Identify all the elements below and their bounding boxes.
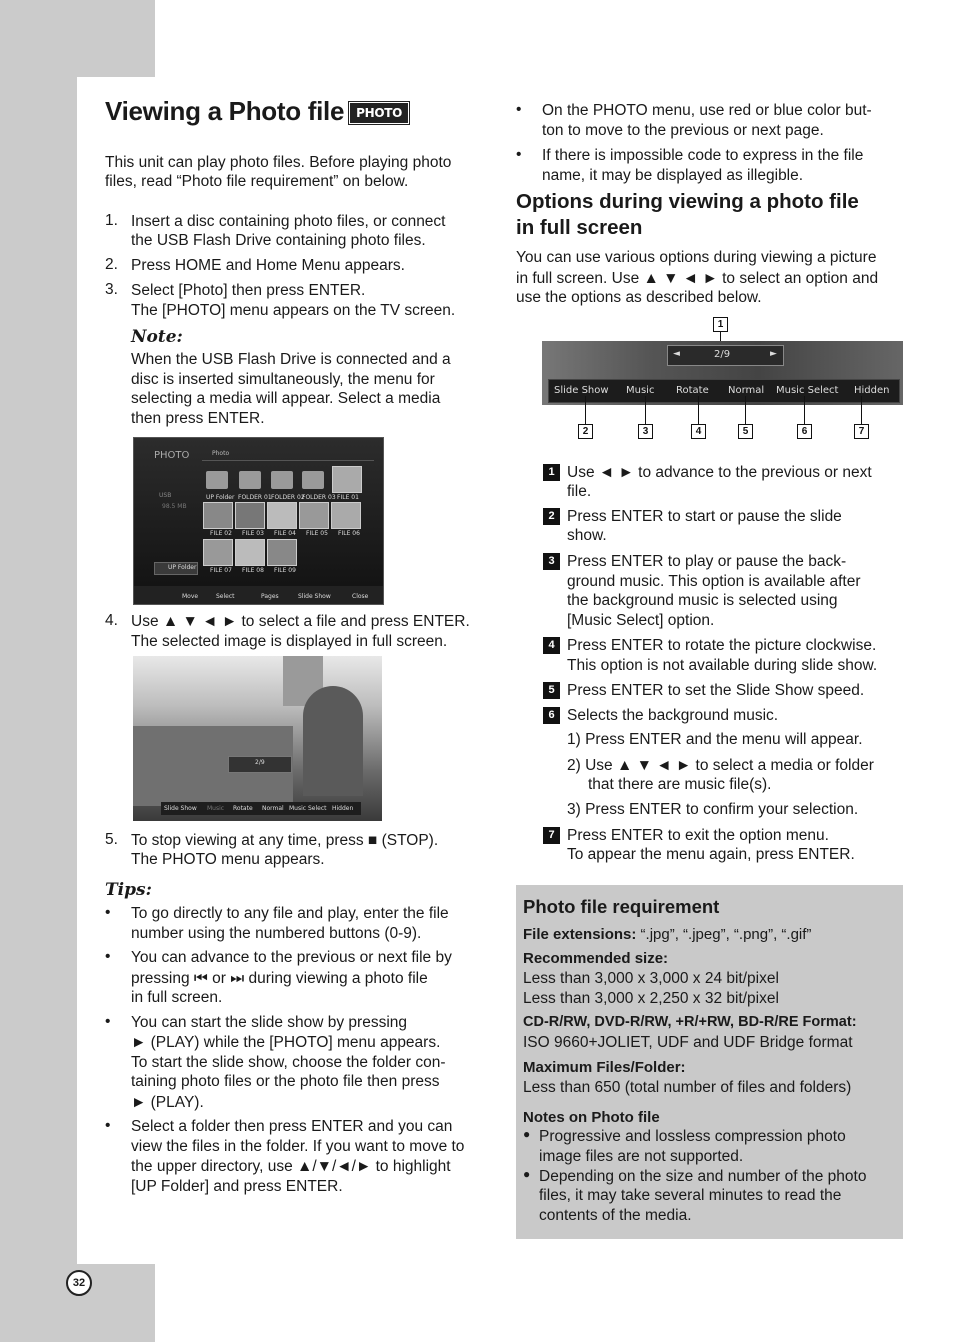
tip-text: To start the slide show, choose the folder con- [131, 1054, 446, 1071]
notes-label: Notes on Photo file [523, 1109, 660, 1126]
option-bar-screenshot: ◄ ► 2/9 Slide Show Music Rotate Normal Music Select Hidden [542, 341, 903, 405]
option-desc: Press ENTER to play or pause the back- [567, 553, 847, 570]
tip-text: view the files in the folder. If you want to move to [131, 1138, 465, 1155]
option-desc: file. [567, 483, 592, 500]
note-item: Depending on the size and number of the photo [539, 1168, 867, 1185]
tip-text: Select a folder then press ENTER and you can [131, 1118, 453, 1135]
size-value: Less than 3,000 x 2,250 x 32 bit/pixel [523, 990, 779, 1007]
callout-4: 4 [691, 424, 706, 439]
step-text: Select [Photo] then press ENTER. [131, 282, 366, 299]
file-thumbnail[interactable] [299, 502, 329, 529]
option-desc: Press ENTER to set the Slide Show speed. [567, 682, 865, 699]
page-number: 32 [66, 1270, 92, 1296]
option-desc: the background music is selected using [567, 592, 838, 609]
note-text: then press ENTER. [131, 410, 265, 427]
menu-hint-select: Select [216, 593, 235, 600]
file-thumbnail[interactable] [235, 502, 265, 529]
max-label: Maximum Files/Folder: [523, 1059, 686, 1076]
folder-icon [302, 471, 324, 489]
file-label: FILE 04 [274, 530, 296, 537]
option-desc: ground music. This option is available after [567, 573, 861, 590]
callout-2: 2 [578, 424, 593, 439]
file-thumbnail[interactable] [332, 466, 362, 493]
step-text: Use ▲ ▼ ◄ ► to select a file and press ENTER. [131, 613, 470, 630]
menu-hint-slideshow: Slide Show [298, 593, 331, 600]
option-desc: Press ENTER to start or pause the slide [567, 508, 842, 525]
menu-hint-move: Move [182, 593, 199, 600]
note-text: selecting a media will appear. Select a media [131, 390, 441, 407]
sub-step: 2) Use ▲ ▼ ◄ ► to select a media or folder [567, 757, 874, 774]
option-music-select[interactable]: Music Select [289, 805, 327, 812]
size-label: Recommended size: [523, 950, 669, 967]
option-desc: Press ENTER to rotate the picture clockwise. [567, 637, 877, 654]
option-desc: To appear the menu again, press ENTER. [567, 846, 855, 863]
file-thumbnail[interactable] [267, 539, 297, 566]
photo-page-indicator: 2/9 [255, 759, 265, 766]
note-item: image files are not supported. [539, 1148, 744, 1165]
bar-page-indicator: 2/9 [714, 349, 731, 360]
step-text: Insert a disc containing photo files, or connect [131, 213, 446, 230]
right-bullet-text: name, it may be displayed as illegible. [542, 167, 804, 184]
menu-path: Photo [212, 450, 230, 457]
option-desc: [Music Select] option. [567, 612, 715, 629]
options-intro: in full screen. Use ▲ ▼ ◄ ► to select an option and [516, 270, 879, 287]
option-desc: Press ENTER to exit the option menu. [567, 827, 829, 844]
tip-text: [UP Folder] and press ENTER. [131, 1178, 343, 1195]
callout-1: 1 [713, 317, 728, 332]
menu-device: USB [159, 492, 172, 499]
format-value: ISO 9660+JOLIET, UDF and UDF Bridge format [523, 1034, 853, 1051]
bar-option-slideshow[interactable]: Slide Show [554, 385, 609, 396]
step-text: the USB Flash Drive containing photo files. [131, 232, 426, 249]
file-label: FOLDER 03 [302, 494, 336, 501]
option-slideshow[interactable]: Slide Show [164, 805, 197, 812]
file-thumbnail[interactable] [235, 539, 265, 566]
format-label: CD-R/RW, DVD-R/RW, +R/+RW, BD-R/RE Format: [523, 1014, 857, 1030]
file-label: FILE 06 [338, 530, 360, 537]
options-intro: use the options as described below. [516, 289, 762, 306]
tip-text: ► (PLAY) while the [PHOTO] menu appears. [131, 1034, 441, 1051]
item-number: 1 [543, 464, 560, 481]
requirement-heading: Photo file requirement [523, 896, 720, 917]
file-thumbnail[interactable] [203, 539, 233, 566]
photo-menu-screenshot [133, 437, 384, 605]
options-intro: You can use various options during viewing a picture [516, 249, 877, 266]
tips-heading: Tips: [105, 880, 152, 900]
option-music[interactable]: Music [207, 805, 225, 812]
page-title: Viewing a Photo file PHOTO [105, 96, 408, 127]
item-number: 3 [543, 553, 560, 570]
file-label: FOLDER 01 [238, 494, 272, 501]
bar-option-music[interactable]: Music [626, 385, 655, 396]
option-normal[interactable]: Normal [262, 805, 284, 812]
menu-hint-pages: Pages [261, 593, 279, 600]
options-heading-line-2: in full screen [516, 216, 643, 239]
note-item: Progressive and lossless compression photo [539, 1128, 846, 1145]
file-label: FOLDER 02 [271, 494, 305, 501]
item-number: 4 [543, 637, 560, 654]
menu-title: PHOTO [154, 450, 190, 461]
callout-3: 3 [638, 424, 653, 439]
bar-option-music-select[interactable]: Music Select [776, 385, 839, 396]
options-heading-line-1: Options during viewing a photo file [516, 190, 859, 213]
page-top-area [155, 0, 954, 77]
step-number: 2. [105, 256, 118, 273]
sub-step: that there are music file(s). [588, 776, 772, 793]
right-bullet-text: ton to move to the previous or next page. [542, 122, 824, 139]
photo-badge: PHOTO [350, 103, 408, 123]
tip-text: You can start the slide show by pressing [131, 1014, 408, 1031]
tip-text: ► (PLAY). [131, 1094, 204, 1111]
step-text: The [PHOTO] menu appears on the TV screen. [131, 302, 456, 319]
step-number: 5. [105, 831, 118, 848]
option-desc: This option is not available during slide show. [567, 657, 878, 674]
tip-text: pressing ⏮ or ⏭ during viewing a photo file [131, 970, 428, 987]
option-desc: Selects the background music. [567, 707, 779, 724]
tip-text: the upper directory, use ▲/▼/◄/► to highlight [131, 1158, 451, 1175]
sub-step: 1) Press ENTER and the menu will appear. [567, 731, 863, 748]
menu-up-folder-button[interactable]: UP Folder [168, 564, 197, 571]
right-bullet-text: If there is impossible code to express in the file [542, 147, 864, 164]
file-label: FILE 07 [210, 567, 232, 574]
file-label: FILE 03 [242, 530, 264, 537]
folder-icon [271, 471, 293, 489]
bar-option-rotate[interactable]: Rotate [676, 385, 709, 396]
file-thumbnail[interactable] [331, 502, 361, 529]
callout-5: 5 [738, 424, 753, 439]
option-desc: Use ◄ ► to advance to the previous or next [567, 464, 872, 481]
bar-option-normal[interactable]: Normal [728, 385, 765, 396]
file-label: FILE 01 [337, 494, 359, 501]
right-bullet-text: On the PHOTO menu, use red or blue color but- [542, 102, 872, 119]
file-thumbnail[interactable] [267, 502, 297, 529]
callout-6: 6 [797, 424, 812, 439]
file-label: UP Folder [206, 494, 235, 501]
file-thumbnail[interactable] [203, 502, 233, 529]
file-label: FILE 09 [274, 567, 296, 574]
file-label: FILE 08 [242, 567, 264, 574]
intro-line-1: This unit can play photo files. Before playing photo [105, 154, 452, 171]
item-number: 2 [543, 508, 560, 525]
full-screen-photo-screenshot [133, 656, 382, 821]
size-value: Less than 3,000 x 3,000 x 24 bit/pixel [523, 970, 779, 987]
step-number: 4. [105, 612, 118, 629]
note-item: files, it may take several minutes to read the [539, 1187, 842, 1204]
ext-row: File extensions: “.jpg”, “.jpeg”, “.png”, “.gif” [523, 926, 812, 943]
note-heading: Note: [131, 327, 183, 347]
max-value: Less than 650 (total number of files and folders) [523, 1079, 852, 1096]
option-hidden[interactable]: Hidden [332, 805, 354, 812]
menu-hint-close: Close [352, 593, 369, 600]
tip-text: in full screen. [131, 989, 223, 1006]
intro-line-2: files, read “Photo file requirement” on below. [105, 173, 409, 190]
step-text: The selected image is displayed in full screen. [131, 633, 448, 650]
folder-icon [239, 471, 261, 489]
tip-text: taining photo files or the photo file then press [131, 1073, 440, 1090]
tip-text: To go directly to any file and play, enter the file [131, 905, 449, 922]
sub-step: 3) Press ENTER to confirm your selection. [567, 801, 859, 818]
note-text: disc is inserted simultaneously, the menu for [131, 371, 435, 388]
option-desc: show. [567, 527, 607, 544]
step-text: The PHOTO menu appears. [131, 851, 325, 868]
folder-icon [206, 471, 228, 489]
note-item: contents of the media. [539, 1207, 692, 1224]
step-number: 1. [105, 212, 118, 229]
file-label: FILE 02 [210, 530, 232, 537]
item-number: 6 [543, 707, 560, 724]
item-number: 7 [543, 827, 560, 844]
step-number: 3. [105, 281, 118, 298]
item-number: 5 [543, 682, 560, 699]
file-label: FILE 05 [306, 530, 328, 537]
tip-text: number using the numbered buttons (0-9). [131, 925, 422, 942]
tip-text: You can advance to the previous or next file by [131, 949, 452, 966]
step-text: To stop viewing at any time, press ■ (STOP). [131, 832, 439, 849]
note-text: When the USB Flash Drive is connected and a [131, 351, 451, 368]
callout-7: 7 [854, 424, 869, 439]
menu-device-size: 98.5 MB [162, 503, 187, 510]
bar-option-hidden[interactable]: Hidden [854, 385, 890, 396]
step-text: Press HOME and Home Menu appears. [131, 257, 405, 274]
option-rotate[interactable]: Rotate [233, 805, 253, 812]
